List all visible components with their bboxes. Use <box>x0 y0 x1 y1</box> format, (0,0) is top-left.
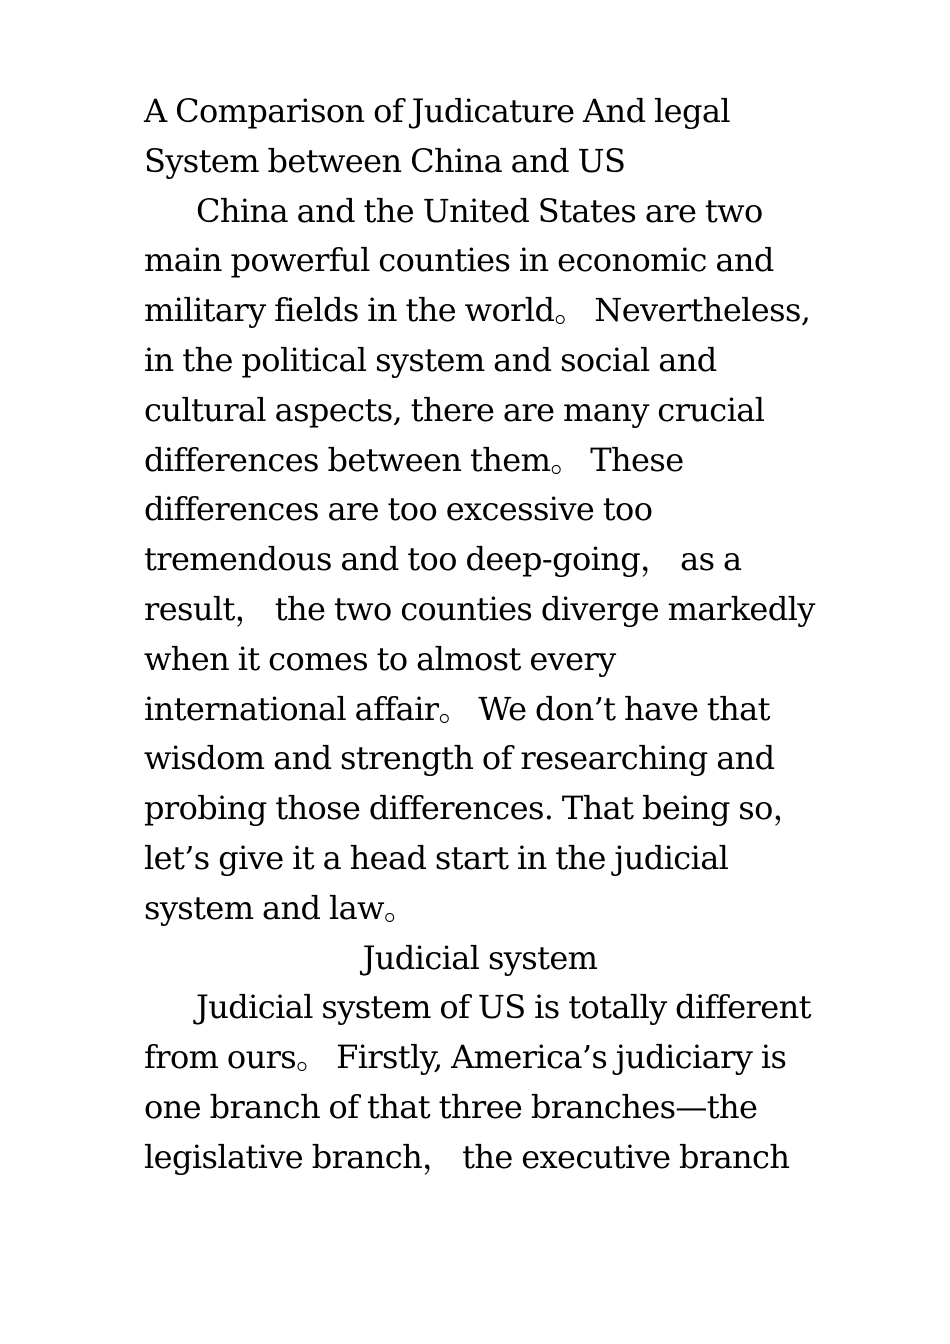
title-line: System between China and US <box>144 141 626 180</box>
paragraph-line: result， the two counties diverge markedly <box>144 589 815 628</box>
paragraph-line: differences between them。 These <box>144 440 684 479</box>
paragraph-line: military fields in the world。 Nevertheless, <box>144 291 811 330</box>
paragraph-line: one branch of that three branches—the <box>144 1087 758 1126</box>
paragraph-line: system and law。 <box>144 888 416 927</box>
paragraph-line: probing those differences. That being so， <box>144 789 805 828</box>
paragraph-line: let’s give it a head start in the judicial <box>144 838 729 877</box>
document-body <box>144 87 815 1183</box>
paragraph-line: when it comes to almost every <box>144 639 616 678</box>
title-line: A Comparison of Judicature And legal <box>144 92 730 130</box>
paragraph-line: Judicial system of US is totally different <box>196 988 811 1027</box>
paragraph-line: in the political system and social and <box>144 340 717 379</box>
paragraph-line: tremendous and too deep-going， as a <box>144 540 742 579</box>
paragraph-line: China and the United States are two <box>196 191 763 230</box>
paragraph-line: differences are too excessive too <box>144 490 653 529</box>
paragraph-line: legislative branch， the executive branch <box>144 1137 790 1176</box>
paragraph-line: international affair。 We don’t have that <box>144 689 770 728</box>
section-heading: Judicial system <box>362 938 598 977</box>
paragraph-line: wisdom and strength of researching and <box>144 739 775 778</box>
paragraph-line: main powerful counties in economic and <box>144 241 774 280</box>
paragraph-line: cultural aspects, there are many crucial <box>144 390 765 429</box>
paragraph-line: from ours。 Firstly, America’s judiciary is <box>144 1038 787 1077</box>
